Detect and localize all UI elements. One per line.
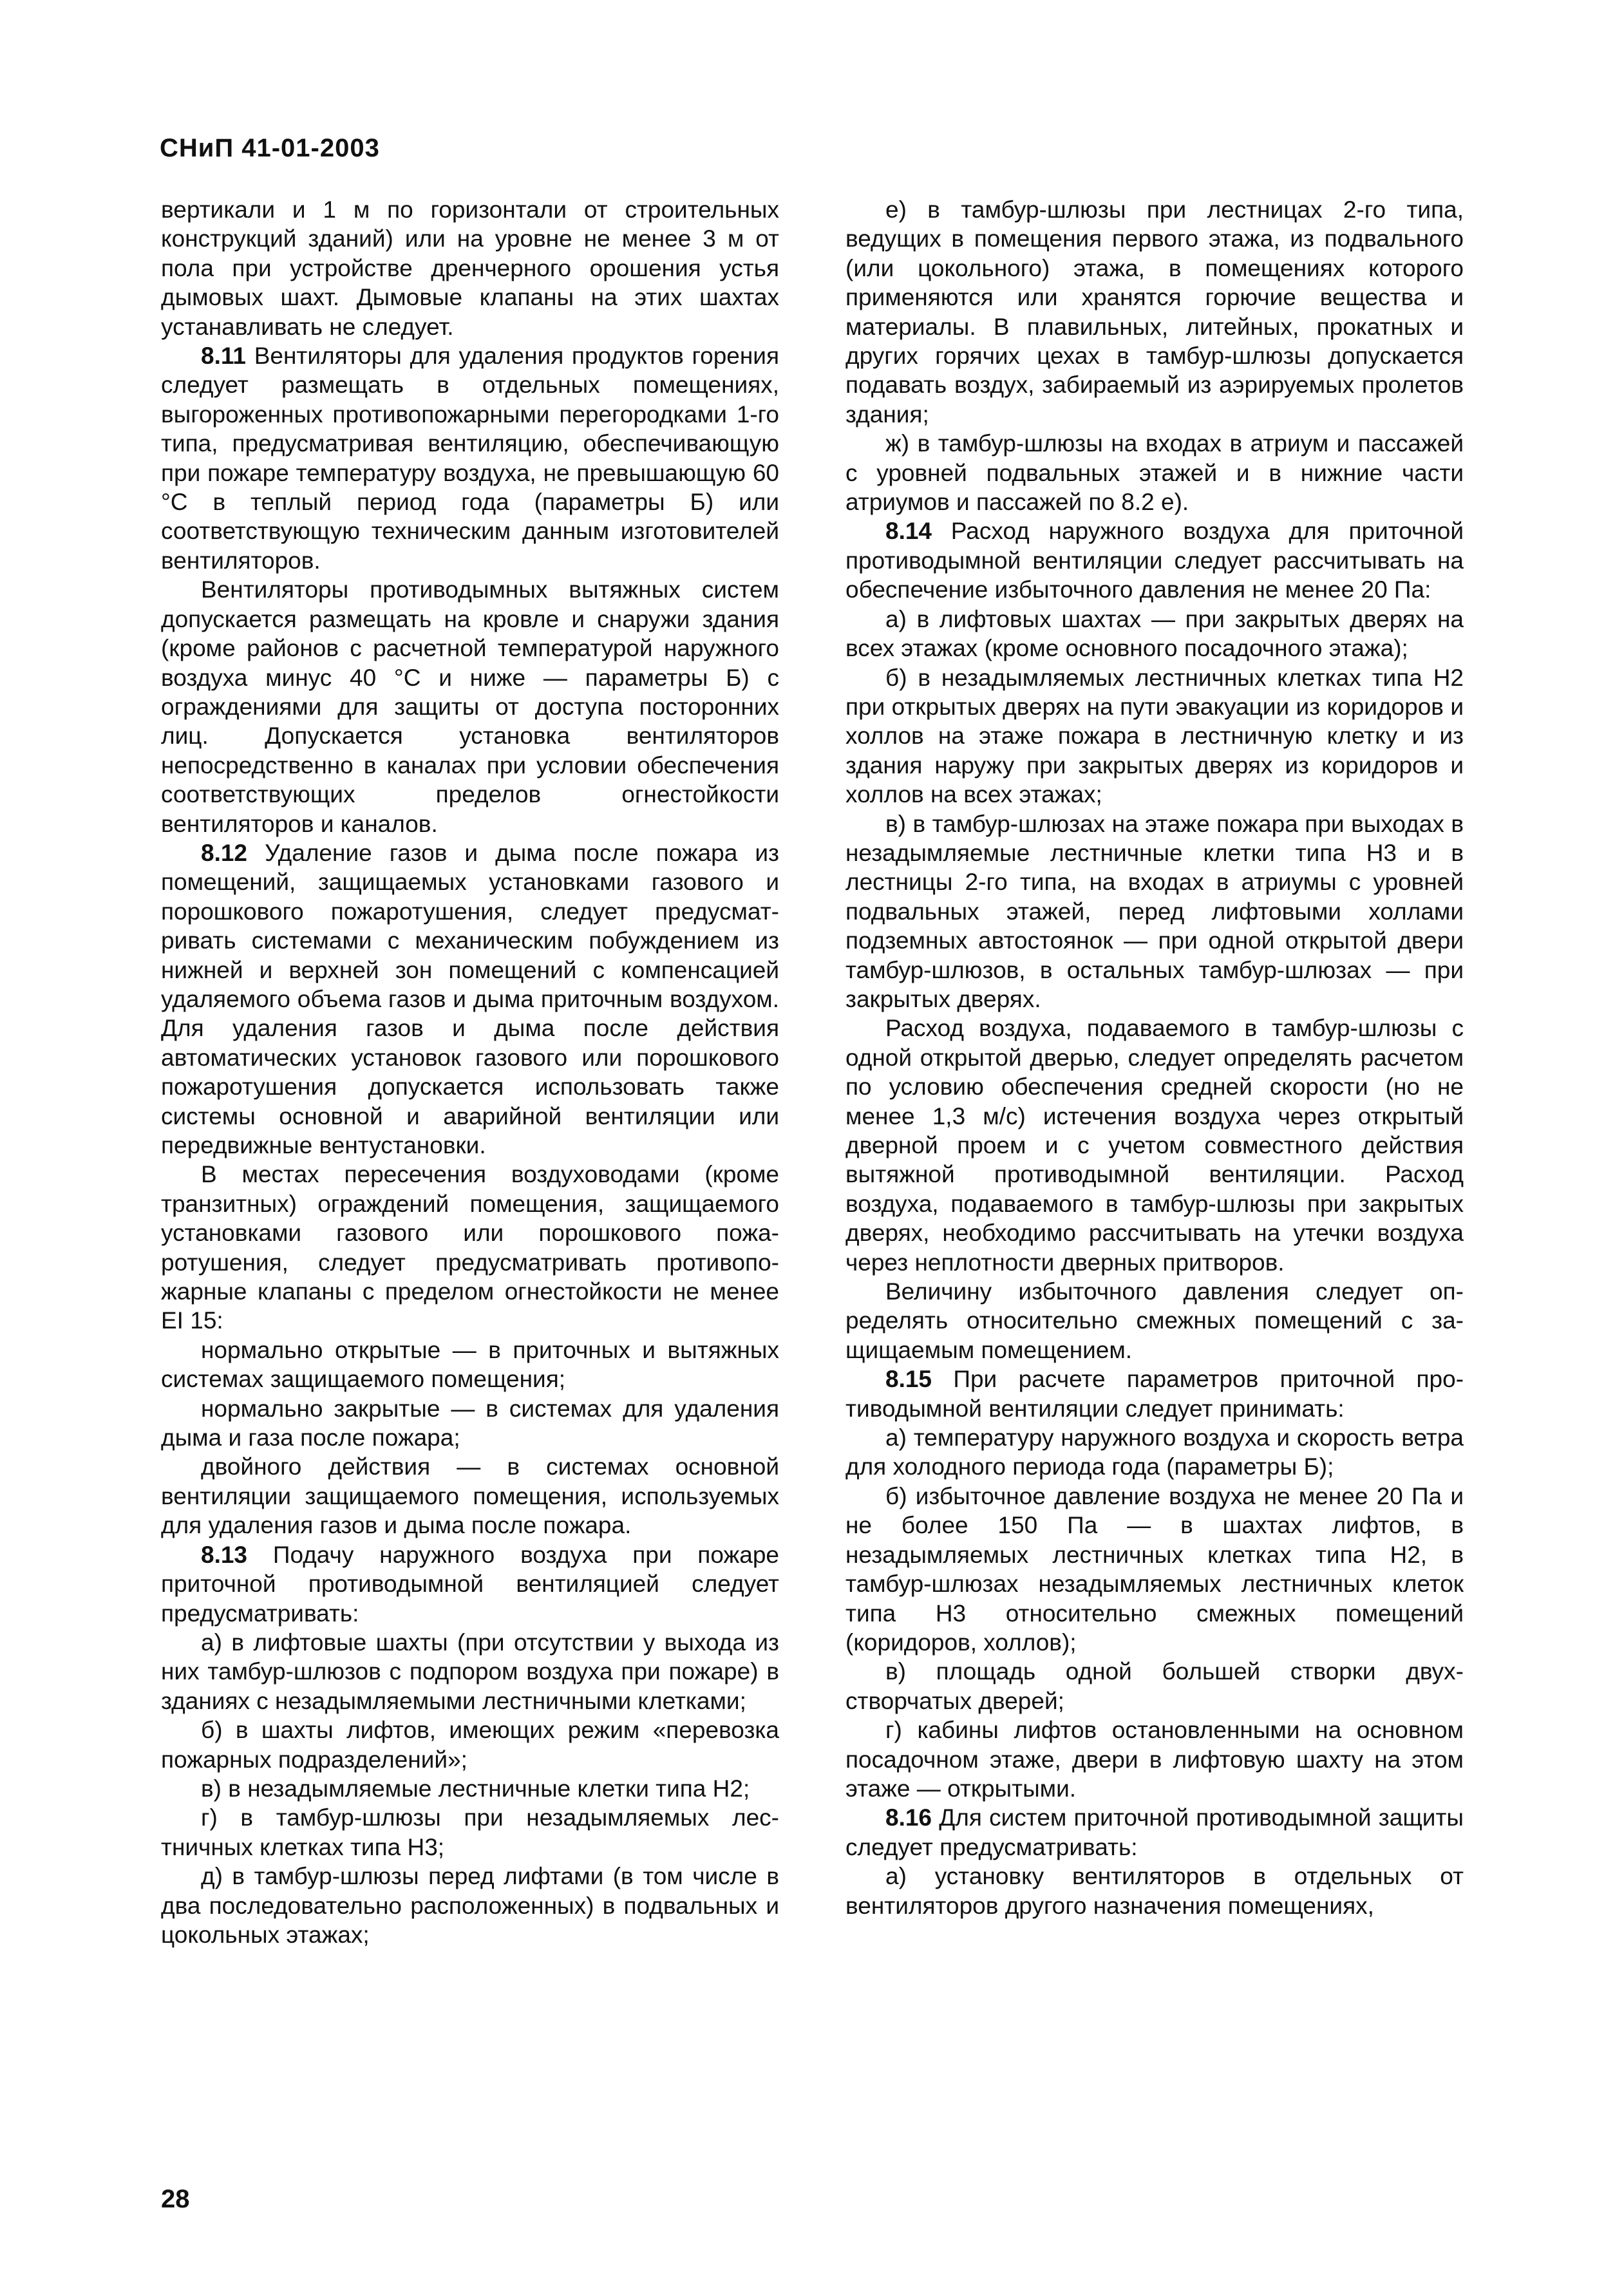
clause-8-16	[845, 1803, 1464, 1862]
list-item: е) в тамбур-шлюзы при лестницах 2-го типа, ведущих в помещения первого этажа, из подвального (или цокольного) этажа, в помещениях которого применяются или хранятся горючие вещества и материалы. В плавильных, литейных, прокатных и других горячих цехах в тамбур-шлюзы допускается подавать воздух, забираемый из аэрируемых пролетов здания;	[845, 196, 1464, 428]
list-item: нормально закрытые — в системах для удаления дыма и газа после пожара;	[161, 1395, 779, 1451]
clause-number: 8.14	[885, 518, 932, 545]
list-item: двойного действия — в системах основной вентиляции защищаемого помещения, используемых для удаления газов и дыма после пожара.	[161, 1453, 779, 1539]
paragraph: В местах пересечения воздуховодами (кроме транзитных) ограждений помещения, защищаемого установками газового или порошкового пожаротушения, следует предусматривать противопожарные клапаны с пределом огнестойкости не менее EI 15:	[161, 1161, 779, 1334]
list-item: в) площадь одной большей створки двухстворчатых дверей;	[845, 1658, 1464, 1714]
clause-text: Подачу наружного воздуха при пожаре приточной противодымной вентиляцией следует предусматривать:	[161, 1541, 779, 1627]
page-number: 28	[161, 2185, 190, 2213]
clause-number: 8.16	[885, 1804, 932, 1831]
list-item: в) в тамбур-шлюзах на этаже пожара при выходах в незадымляемые лестничные клетки типа Н3 и в лестницы 2-го типа, на входах в атриумы с уровней подвальных этажей, перед лифтовыми холлами подземных автостоянок — при одной открытой двери тамбур-шлюзов, в остальных тамбур-шлюзах — при закрытых дверях.	[845, 810, 1464, 1012]
list-item: б) в шахты лифтов, имеющих режим «перевозка пожарных подразделений»;	[161, 1717, 779, 1773]
list-item: г) в тамбур-шлюзы при незадымляемых лестничных клетках типа Н3;	[161, 1804, 779, 1860]
paragraph: Вентиляторы противодымных вытяжных систем допускается размещать на кровле и снаружи здания (кроме районов с расчетной температурой наружного воздуха минус 40 °С и ниже — параметры Б) с ограждениями для защиты от доступа посторонних лиц. Допускается установка вентиляторов непосредственно в каналах при условии обеспечения соответствующих пределов огнестойкости вентиляторов и каналов.	[161, 576, 779, 837]
clause-text: Вентиляторы для удаления продуктов горения следует размещать в отдельных помещениях, выгороженных противопожарными перегородками 1-го типа, предусматривая вентиляцию, обеспечивающую при пожаре температуру воздуха, не превышающую 60 °С в теплый период года (параметры Б) или соответствующую техническим данным изготовителей вентиляторов.	[161, 343, 780, 574]
list-item: д) в тамбур-шлюзы перед лифтами (в том числе в два последовательно расположенных) в подвальных и цокольных этажах;	[161, 1863, 779, 1948]
list-item: ж) в тамбур-шлюзы на входах в атриум и пассажей с уровней подвальных этажей и в нижние части атриумов и пассажей по 8.2 е).	[845, 430, 1464, 516]
list-item: а) в лифтовые шахты (при отсутствии у выхода из них тамбур-шлюзов с подпором воздуха при пожаре) в зданиях с незадымляемыми лестничными клетками;	[161, 1629, 779, 1714]
list-item: б) избыточное давление воздуха не менее 20 Па и не более 150 Па — в шахтах лифтов, в незадымляемых лестничных клетках типа Н2, в тамбур-шлюзах незадымляемых лестничных клеток типа Н3 относительно смежных помещений (коридоров, холлов);	[845, 1482, 1464, 1656]
clause-8-15	[845, 1365, 1464, 1423]
list-item: нормально открытые — в приточных и вытяжных системах защищаемого помещения;	[161, 1336, 779, 1393]
clause-number: 8.12	[201, 839, 248, 866]
list-item: б) в незадымляемых лестничных клетках типа Н2 при открытых дверях на пути эвакуации из коридоров и холлов на этаже пожара в лестничную клетку и из здания наружу при закрытых дверях из коридоров и холлов на всех этажах;	[845, 664, 1464, 808]
list-item: а) установку вентиляторов в отдельных от вентиляторов другого назначения помещениях,	[845, 1863, 1464, 1919]
clause-8-12	[161, 838, 779, 1160]
running-header: СНиП 41-01-2003	[160, 134, 380, 162]
left-column	[161, 195, 779, 1949]
list-item: а) температуру наружного воздуха и скорость ветра для холодного периода года (параметры Б);	[845, 1424, 1464, 1480]
clause-8-14	[845, 516, 1464, 604]
paragraph: вертикали и 1 м по горизонтали от строительных конструкций зданий) или на уровне не менее 3 м от пола при устройстве дренчерного орошения устья дымовых шахт. Дымовые клапаны на этих шахтах устанавливать не следует.	[161, 196, 779, 340]
list-item: г) кабины лифтов остановленными на основном посадочном этаже, двери в лифтовую шахту на этом этаже — открытыми.	[845, 1717, 1464, 1802]
list-item: а) в лифтовых шахтах — при закрытых дверях на всех этажах (кроме основного посадочного этажа);	[845, 605, 1464, 662]
paragraph: Расход воздуха, подаваемого в тамбур-шлюзы с одной открытой дверью, следует определять расчетом по условию обеспечения средней скорости (но не менее 1,3 м/с) истечения воздуха через открытый дверной проем и с учетом совместного действия вытяжной противодымной вентиляции. Расход воздуха, подаваемого в тамбур-шлюзы при закрытых дверях, необходимо рассчитывать на утечки воздуха через неплотности дверных притворов.	[845, 1015, 1464, 1276]
clause-8-11	[161, 341, 779, 575]
clause-number: 8.13	[201, 1541, 248, 1568]
clause-text: При расчете параметров приточной противодымной вентиляции следует принимать:	[845, 1366, 1464, 1422]
clause-text: Расход наружного воздуха для приточной противодымной вентиляции следует рассчитывать на обеспечение избыточного давления не менее 20 Па:	[845, 518, 1464, 603]
clause-number: 8.11	[201, 343, 246, 370]
list-item: в) в незадымляемые лестничные клетки типа Н2;	[201, 1775, 750, 1802]
clause-text: Для систем приточной противодымной защиты следует предусматривать:	[845, 1804, 1464, 1860]
paragraph: Величину избыточного давления следует определять относительно смежных помещений с защищаемым помещением.	[845, 1278, 1464, 1363]
clause-text: Удаление газов и дыма после пожара из помещений, защищаемых установками газового и порошкового пожаротушения, следует предусматривать системами с механическим побуждением из нижней и верхней зон помещений с компенсацией удаляемого объема газов и дыма приточным воздухом. Для удаления газов и дыма после действия автоматических установок газового или порошкового пожаротушения допускается использовать также системы основной и аварийной вентиляции или передвижные вентустановки.	[161, 839, 779, 1158]
clause-number: 8.15	[885, 1366, 932, 1393]
clause-8-13	[161, 1540, 779, 1628]
right-column	[845, 195, 1464, 1920]
